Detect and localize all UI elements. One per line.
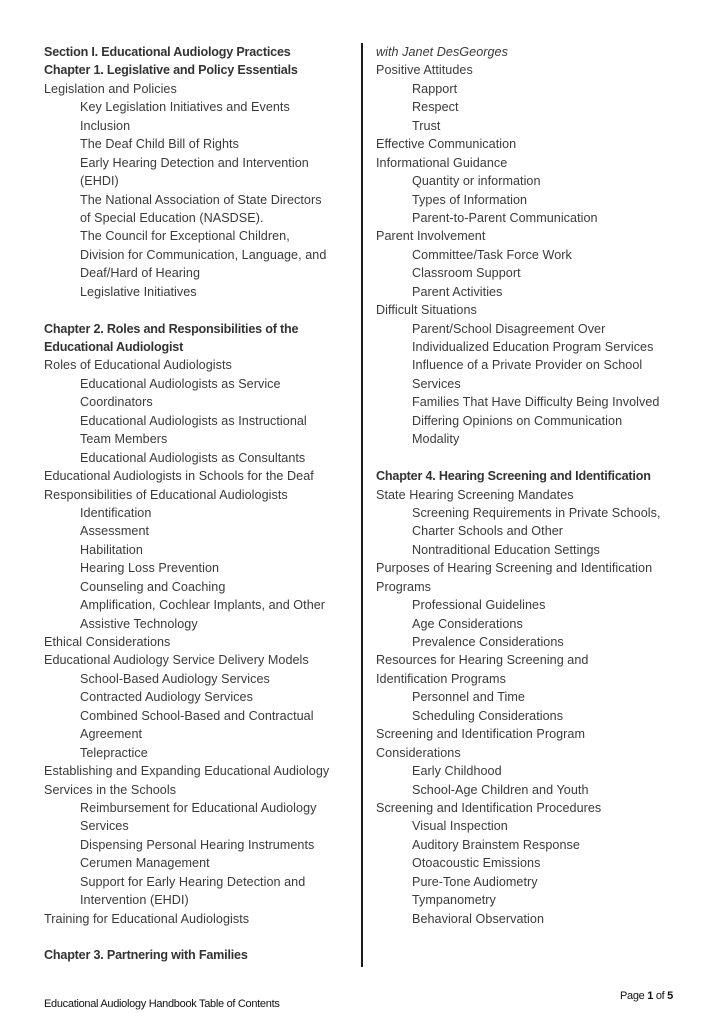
toc-subsection-entry: Agreement xyxy=(80,727,143,742)
toc-subsection-entry: Team Members xyxy=(80,432,168,447)
toc-subsection-entry: Age Considerations xyxy=(412,616,523,631)
toc-subsection-entry: Differing Opinions on Communication xyxy=(412,413,623,428)
toc-subsection-entry: Charter Schools and Other xyxy=(412,524,564,539)
toc-subsection-entry: Prevalence Considerations xyxy=(412,635,564,649)
toc-subsection-entry: Hearing Loss Prevention xyxy=(80,561,220,576)
toc-subsection-entry: Services xyxy=(80,819,129,834)
toc-subsection-entry: Habilitation xyxy=(80,542,143,557)
toc-subsection-entry: Parent Activities xyxy=(412,284,503,299)
toc-section-entry: Parent Involvement xyxy=(376,229,486,244)
toc-section-entry: Screening and Identification Program xyxy=(376,727,586,742)
toc-subsection-entry: Scheduling Considerations xyxy=(412,708,564,723)
toc-subsection-entry: School-Age Children and Youth xyxy=(412,782,589,797)
toc-subsection-entry: Amplification, Cochlear Implants, and Other xyxy=(80,598,326,613)
toc-subsection-entry: Tympanometry xyxy=(412,893,496,908)
page-current: 1 xyxy=(647,990,654,1002)
toc-subsection-entry: Parent-to-Parent Communication xyxy=(412,210,598,225)
toc-subsection-entry: (EHDI) xyxy=(80,174,119,189)
toc-section-entry: Positive Attitudes xyxy=(376,63,473,78)
toc-section-entry: Responsibilities of Educational Audiologists xyxy=(44,487,288,502)
toc-subsection-entry: Rapport xyxy=(412,81,458,96)
toc-subsection-entry: Contracted Audiology Services xyxy=(80,690,253,705)
column-divider xyxy=(361,43,363,967)
toc-subsection-entry: Classroom Support xyxy=(412,266,521,281)
toc-section-entry: Screening and Identification Procedures xyxy=(376,800,602,815)
toc-subsection-entry: Pure-Tone Audiometry xyxy=(412,874,538,889)
toc-subsection-entry: Support for Early Hearing Detection and xyxy=(80,874,306,889)
toc-subsection-entry: Intervention (EHDI) xyxy=(80,893,189,908)
toc-subsection-entry: Types of Information xyxy=(412,192,528,207)
toc-chapter-heading: Chapter 2. Roles and Responsibilities of the xyxy=(44,321,299,336)
toc-subsection-entry: Quantity or information xyxy=(412,174,541,189)
toc-subsection-entry: Inclusion xyxy=(80,118,131,133)
toc-author-credit: with Janet DesGeorges xyxy=(376,45,508,59)
toc-subsection-entry: The National Association of State Directors xyxy=(80,192,322,207)
toc-subsection-entry: Key Legislation Initiatives and Events xyxy=(80,100,290,115)
toc-section-entry: Informational Guidance xyxy=(376,155,508,170)
toc-section-entry: Programs xyxy=(376,579,431,594)
toc-section-entry: Legislation and Policies xyxy=(44,81,177,96)
toc-section-entry: Establishing and Expanding Educational Audiology xyxy=(44,764,330,779)
toc-subsection-entry: Modality xyxy=(412,432,460,447)
toc-subsection-entry: Visual Inspection xyxy=(412,819,508,834)
toc-subsection-entry: Counseling and Coaching xyxy=(80,579,226,594)
toc-subsection-entry: Individualized Education Program Services xyxy=(412,340,654,354)
footer-page-number xyxy=(620,990,673,1002)
toc-subsection-entry: Telepractice xyxy=(80,745,148,760)
toc-subsection-entry: Deaf/Hard of Hearing xyxy=(80,266,201,281)
toc-subsection-entry: Educational Audiologists as Consultants xyxy=(80,450,306,465)
toc-subsection-entry: The Deaf Child Bill of Rights xyxy=(80,137,239,152)
toc-subsection-entry: Reimbursement for Educational Audiology xyxy=(80,800,317,815)
toc-subsection-entry: Early Childhood xyxy=(412,764,502,779)
toc-chapter-heading: Section I. Educational Audiology Practices xyxy=(44,45,291,59)
toc-subsection-entry: Respect xyxy=(412,100,459,115)
toc-subsection-entry: Committee/Task Force Work xyxy=(412,247,572,262)
toc-subsection-entry: Assistive Technology xyxy=(80,616,198,631)
toc-chapter-heading: Chapter 4. Hearing Screening and Identification xyxy=(376,469,651,484)
toc-subsection-entry: Cerumen Management xyxy=(80,856,210,871)
toc-subsection-entry: Coordinators xyxy=(80,395,153,410)
toc-subsection-entry: Influence of a Private Provider on School xyxy=(412,358,643,373)
toc-section-entry: Educational Audiology Service Delivery Models xyxy=(44,653,309,668)
footer-document-title: Educational Audiology Handbook Table of Contents xyxy=(44,998,280,1010)
toc-section-entry: Roles of Educational Audiologists xyxy=(44,358,232,373)
toc-left-column xyxy=(44,43,356,965)
toc-subsection-entry: Early Hearing Detection and Intervention xyxy=(80,155,309,170)
toc-spacer xyxy=(44,928,356,946)
toc-section-entry: Effective Communication xyxy=(376,137,517,152)
toc-subsection-entry: The Council for Exceptional Children, xyxy=(80,229,290,244)
page-prefix: Page xyxy=(620,990,648,1002)
toc-subsection-entry: Educational Audiologists as Service xyxy=(80,376,281,391)
toc-subsection-entry: Nontraditional Education Settings xyxy=(412,542,600,557)
toc-subsection-entry: Personnel and Time xyxy=(412,690,525,705)
toc-section-entry: Considerations xyxy=(376,745,461,760)
page-sep: of xyxy=(653,990,668,1002)
toc-subsection-entry: Assessment xyxy=(80,524,150,539)
toc-chapter-heading: Chapter 3. Partnering with Families xyxy=(44,948,248,963)
toc-subsection-entry: Parent/School Disagreement Over xyxy=(412,321,606,336)
toc-chapter-heading: Educational Audiologist xyxy=(44,340,184,354)
toc-subsection-entry: Families That Have Difficulty Being Involved xyxy=(412,395,660,410)
toc-section-entry: Training for Educational Audiologists xyxy=(44,911,250,926)
toc-section-entry: Services in the Schools xyxy=(44,782,177,797)
toc-section-entry: Purposes of Hearing Screening and Identification xyxy=(376,561,653,576)
toc-subsection-entry: Otoacoustic Emissions xyxy=(412,856,541,871)
toc-subsection-entry: Services xyxy=(412,376,461,391)
toc-spacer xyxy=(376,449,716,467)
toc-subsection-entry: Dispensing Personal Hearing Instruments xyxy=(80,837,315,852)
toc-section-entry: Difficult Situations xyxy=(376,303,477,318)
toc-subsection-entry: Educational Audiologists as Instructional xyxy=(80,413,307,428)
toc-subsection-entry: Division for Communication, Language, and xyxy=(80,247,327,262)
toc-subsection-entry: Behavioral Observation xyxy=(412,911,545,926)
page-total: 5 xyxy=(667,990,673,1002)
toc-subsection-entry: Identification xyxy=(80,505,152,520)
toc-section-entry: State Hearing Screening Mandates xyxy=(376,487,574,502)
toc-section-entry: Educational Audiologists in Schools for the Deaf xyxy=(44,469,314,484)
toc-subsection-entry: Trust xyxy=(412,118,441,133)
toc-chapter-heading: Chapter 1. Legislative and Policy Essentials xyxy=(44,63,298,78)
toc-section-entry: Resources for Hearing Screening and xyxy=(376,653,589,668)
toc-section-entry: Ethical Considerations xyxy=(44,635,171,649)
toc-right-column xyxy=(376,43,716,928)
toc-subsection-entry: Auditory Brainstem Response xyxy=(412,837,580,852)
toc-subsection-entry: Legislative Initiatives xyxy=(80,284,197,299)
toc-subsection-entry: School-Based Audiology Services xyxy=(80,671,270,686)
toc-section-entry: Identification Programs xyxy=(376,671,506,686)
toc-subsection-entry: Professional Guidelines xyxy=(412,598,546,613)
toc-subsection-entry: of Special Education (NASDSE). xyxy=(80,210,264,225)
toc-subsection-entry: Screening Requirements in Private Schools, xyxy=(412,505,661,520)
toc-spacer xyxy=(44,301,356,319)
toc-subsection-entry: Combined School-Based and Contractual xyxy=(80,708,314,723)
